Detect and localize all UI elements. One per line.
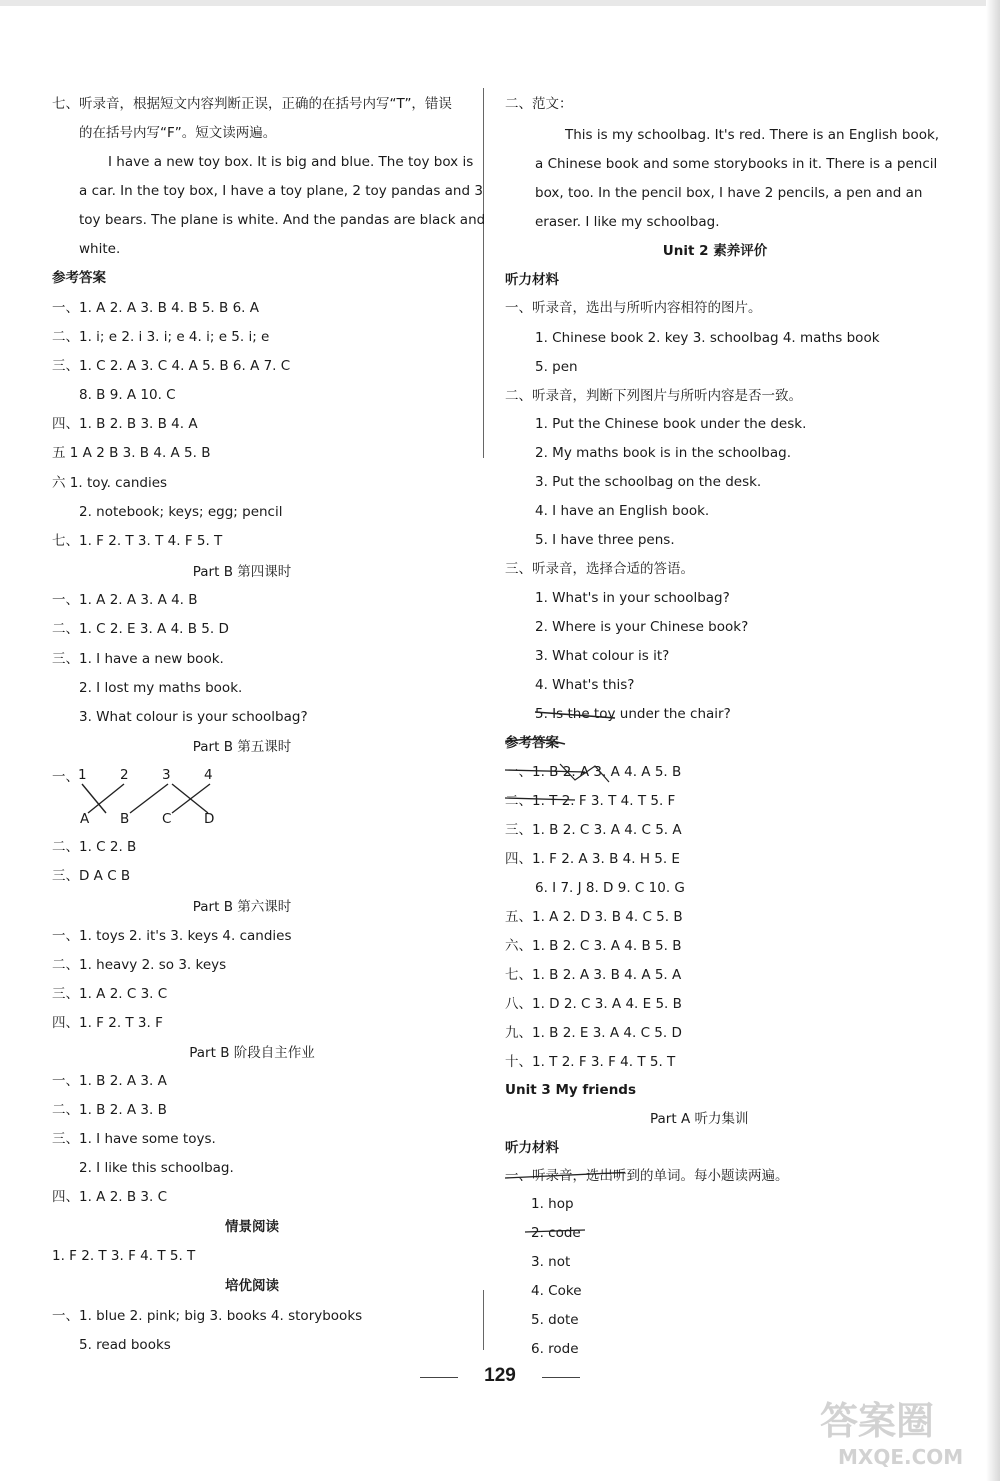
- answer-line: 四、1. F 2. T 3. F: [52, 1015, 163, 1031]
- answer-line: 三、1. I have some toys.: [52, 1131, 216, 1147]
- answer-line: 三、1. C 2. A 3. C 4. A 5. B 6. A 7. C: [52, 358, 291, 374]
- matching-label: 一、: [52, 769, 79, 785]
- answer-line: 3. What colour is your schoolbag?: [79, 709, 308, 725]
- answer-line: 二、1. B 2. A 3. B: [52, 1102, 167, 1118]
- listening-item: 3. What colour is it?: [535, 648, 670, 664]
- answer-line: 五 1 A 2 B 3. B 4. A 5. B: [52, 445, 211, 461]
- pen-scribbles-2: [505, 1160, 625, 1240]
- answer-line: 2. I lost my maths book.: [79, 680, 243, 696]
- essay-line: This is my schoolbag. It's red. There is an English book,: [565, 127, 940, 143]
- listening-item: 1. Put the Chinese book under the desk.: [535, 416, 807, 432]
- match-number: 4: [204, 767, 213, 783]
- match-letter: A: [80, 811, 90, 827]
- answer-line: 三、D A C B: [52, 868, 131, 884]
- answer-line: 九、1. B 2. E 3. A 4. C 5. D: [505, 1025, 682, 1041]
- essay-line: eraser. I like my schoolbag.: [535, 214, 720, 230]
- word-item: 6. rode: [531, 1341, 579, 1357]
- passage-line: white.: [79, 241, 121, 257]
- instruction: 三、听录音，选择合适的答语。: [505, 561, 694, 577]
- answer-line: 十、1. T 2. F 3. F 4. T 5. T: [505, 1054, 676, 1070]
- answer-line: 二、1. C 2. B: [52, 839, 137, 855]
- listening-heading: 听力材料: [505, 1140, 559, 1156]
- word-item: 2. code: [531, 1225, 581, 1241]
- answer-line: 七、1. B 2. A 3. B 4. A 5. A: [505, 967, 682, 983]
- answer-line: 2. I like this schoolbag.: [79, 1160, 234, 1176]
- listening-item: 1. What's in your schoolbag?: [535, 590, 730, 606]
- unit-title: Unit 3 My friends: [505, 1082, 637, 1098]
- answer-line: 5. read books: [79, 1337, 171, 1353]
- word-item: 5. dote: [531, 1312, 579, 1328]
- instruction: 一、听录音，选出与所听内容相符的图片。: [505, 300, 762, 316]
- page-number: 129: [420, 1365, 580, 1387]
- section-title: Part B 阶段自主作业: [189, 1045, 315, 1061]
- answer-line: 一、1. A 2. A 3. B 4. B 5. B 6. A: [52, 300, 259, 316]
- match-number: 3: [162, 767, 171, 783]
- essay-line: box, too. In the pencil box, I have 2 pencils, a pen and an: [535, 185, 923, 201]
- answer-line: 一、1. toys 2. it's 3. keys 4. candies: [52, 928, 292, 944]
- section-title: Part B 第六课时: [192, 899, 292, 915]
- answer-line: 二、1. i; e 2. i 3. i; e 4. i; e 5. i; e: [52, 329, 270, 345]
- match-number: 1: [78, 767, 87, 783]
- listening-item: 3. Put the schoolbag on the desk.: [535, 474, 762, 490]
- match-number: 2: [120, 767, 129, 783]
- section-title: 培优阅读: [225, 1278, 279, 1294]
- listening-item: 1. Chinese book 2. key 3. schoolbag 4. maths book: [535, 330, 880, 346]
- unit-title: Unit 2 素养评价: [662, 243, 768, 259]
- listening-heading: 听力材料: [505, 272, 559, 288]
- answer-line: 六、1. B 2. C 3. A 4. B 5. B: [505, 938, 682, 954]
- svg-text:MXQE.COM: MXQE.COM: [838, 1445, 964, 1469]
- q7-instruction-cont: 的在括号内写“F”。短文读两遍。: [79, 125, 277, 141]
- matching-lines: [72, 782, 222, 816]
- listening-item: 5. Is the toy under the chair?: [535, 706, 731, 722]
- listening-item: 4. I have an English book.: [535, 503, 710, 519]
- listening-item: 4. What's this?: [535, 677, 635, 693]
- match-letter: D: [204, 811, 215, 827]
- right-column: [505, 0, 940, 1400]
- answer-line: 一、1. blue 2. pink; big 3. books 4. storybooks: [52, 1308, 363, 1324]
- word-item: 4. Coke: [531, 1283, 582, 1299]
- answer-line: 二、1. T 2. F 3. T 4. T 5. F: [505, 793, 676, 809]
- section-title: Part B 第四课时: [192, 564, 292, 580]
- listening-item: 2. My maths book is in the schoolbag.: [535, 445, 791, 461]
- q7-instruction: 七、听录音，根据短文内容判断正误，正确的在括号内写“T”，错误: [52, 96, 452, 112]
- answer-line: 1. F 2. T 3. F 4. T 5. T: [52, 1248, 196, 1264]
- answer-line: 八、1. D 2. C 3. A 4. E 5. B: [505, 996, 682, 1012]
- pen-scribbles: [505, 700, 925, 810]
- answer-line: 七、1. F 2. T 3. T 4. F 5. T: [52, 533, 223, 549]
- match-letter: C: [162, 811, 172, 827]
- word-item: 1. hop: [531, 1196, 574, 1212]
- answer-line: 五、1. A 2. D 3. B 4. C 5. B: [505, 909, 683, 925]
- answers-heading: 参考答案: [505, 735, 559, 751]
- answer-line: 三、1. I have a new book.: [52, 651, 224, 667]
- instruction: 二、听录音，判断下列图片与所听内容是否一致。: [505, 388, 802, 404]
- answer-line: 6. I 7. J 8. D 9. C 10. G: [535, 880, 685, 896]
- answer-line: 四、1. A 2. B 3. C: [52, 1189, 168, 1205]
- essay-line: a Chinese book and some storybooks in it. There is a pencil: [535, 156, 938, 172]
- listening-item: 2. Where is your Chinese book?: [535, 619, 749, 635]
- answer-line: 三、1. B 2. C 3. A 4. C 5. A: [505, 822, 682, 838]
- answer-line: 一、1. A 2. A 3. A 4. B: [52, 592, 198, 608]
- word-item: 3. not: [531, 1254, 571, 1270]
- listening-item: 5. I have three pens.: [535, 532, 675, 548]
- section-title: Part B 第五课时: [192, 739, 292, 755]
- answer-line: 四、1. B 2. B 3. B 4. A: [52, 416, 198, 432]
- section-title: 情景阅读: [225, 1219, 279, 1235]
- answer-line: 二、1. C 2. E 3. A 4. B 5. D: [52, 621, 229, 637]
- passage-line: a car. In the toy box, I have a toy plane, 2 toy pandas and 3: [79, 183, 483, 199]
- section-title: Part A 听力集训: [650, 1111, 749, 1127]
- answer-line: 一、1. B 2. A 3. A 4. A 5. B: [505, 764, 682, 780]
- answer-line: 六 1. toy. candies: [52, 475, 168, 491]
- instruction: 一、听录音，选出听到的单词。每小题读两遍。: [505, 1168, 789, 1184]
- listening-item: 5. pen: [535, 359, 578, 375]
- answer-line: 8. B 9. A 10. C: [79, 387, 176, 403]
- watermark-logo: [812, 1390, 992, 1470]
- svg-text:答案圈: 答案圈: [820, 1399, 935, 1443]
- answer-line: 2. notebook; keys; egg; pencil: [79, 504, 283, 520]
- match-letter: B: [120, 811, 130, 827]
- left-column: [52, 0, 492, 1400]
- scan-edge-right: [986, 0, 1000, 1481]
- answer-line: 一、1. B 2. A 3. A: [52, 1073, 167, 1089]
- passage-line: toy bears. The plane is white. And the pandas are black and: [79, 212, 486, 228]
- answer-line: 二、1. heavy 2. so 3. keys: [52, 957, 227, 973]
- answers-heading: 参考答案: [52, 270, 106, 286]
- passage-line: I have a new toy box. It is big and blue. The toy box is: [108, 154, 474, 170]
- answer-line: 四、1. F 2. A 3. B 4. H 5. E: [505, 851, 680, 867]
- answer-line: 三、1. A 2. C 3. C: [52, 986, 168, 1002]
- sample-essay-label: 二、范文：: [505, 96, 573, 112]
